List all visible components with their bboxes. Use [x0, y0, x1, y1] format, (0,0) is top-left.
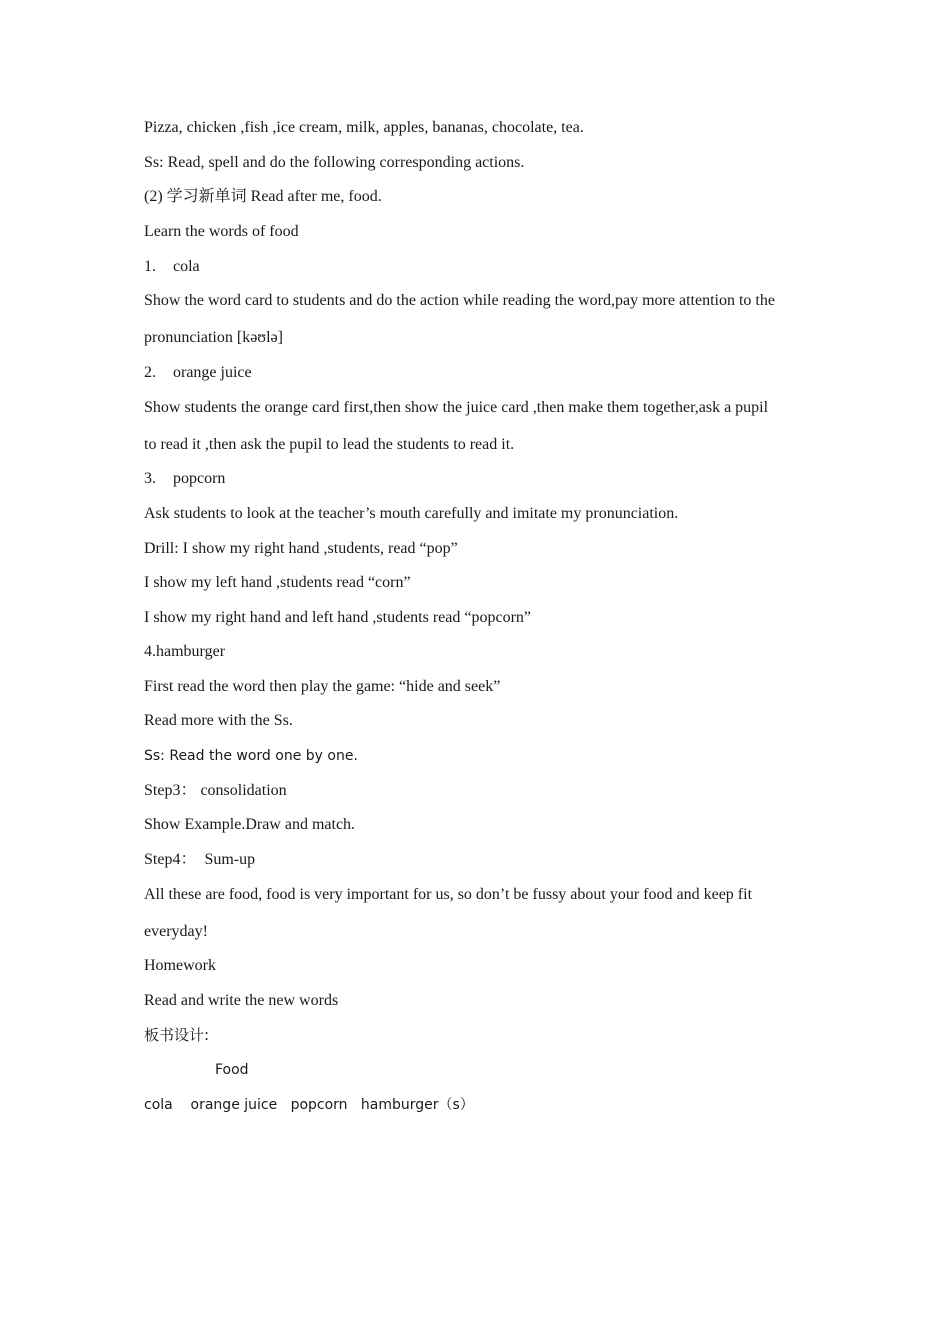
- step3-heading: [144, 781, 287, 801]
- word-item-cola: [144, 257, 200, 277]
- word-number: 2.: [144, 364, 156, 381]
- homework-heading: Homework: [144, 957, 216, 974]
- ss-instruction-line: Ss: Read, spell and do the following corresponding actions.: [144, 154, 525, 171]
- step-title: consolidation: [200, 782, 287, 799]
- word-item-orange-juice: [144, 363, 252, 383]
- homework-body: Read and write the new words: [144, 992, 339, 1009]
- learn-new-words-line: (2) 学习新单词 Read after me, food.: [144, 188, 382, 205]
- board-words: cola orange juice popcorn hamburger（s）: [144, 1097, 474, 1113]
- word-description-line: to read it ,then ask the pupil to lead the students to read it.: [144, 436, 515, 453]
- step4-body-line: everyday!: [144, 923, 208, 940]
- word-item-popcorn: [144, 469, 225, 489]
- step4-heading: [144, 850, 255, 870]
- word-description-line: Show the word card to students and do the action while reading the word,pay more attention to the: [144, 292, 775, 309]
- word-description-line: Show students the orange card first,then show the juice card ,then make them together,ask a pupil: [144, 399, 769, 416]
- step-label: Step4：: [144, 851, 197, 868]
- step-title: Sum-up: [204, 851, 256, 868]
- ss-read-line: Ss: Read the word one by one.: [144, 748, 358, 764]
- food-list-line: Pizza, chicken ,fish ,ice cream, milk, apples, bananas, chocolate, tea.: [144, 119, 584, 136]
- word-description-line: I show my left hand ,students read “corn”: [144, 574, 411, 591]
- step3-body: Show Example.Draw and match.: [144, 816, 356, 833]
- word-description-line: Drill: I show my right hand ,students, read “pop”: [144, 540, 458, 557]
- step4-body-line: All these are food, food is very important for us, so don’t be fussy about your food and keep fit: [144, 886, 753, 903]
- word-description-line: Read more with the Ss.: [144, 712, 293, 729]
- word-number: 3.: [144, 470, 156, 487]
- word-title: popcorn: [173, 470, 226, 487]
- word-number: 1.: [144, 258, 156, 275]
- word-description-line: First read the word then play the game: “hide and seek”: [144, 678, 501, 695]
- word-description-line: Ask students to look at the teacher’s mouth carefully and imitate my pronunciation.: [144, 505, 679, 522]
- board-title: Food: [215, 1062, 249, 1078]
- word-item-hamburger: 4.hamburger: [144, 643, 226, 660]
- word-description-line: I show my right hand and left hand ,students read “popcorn”: [144, 609, 532, 626]
- word-title: cola: [173, 258, 200, 275]
- word-description-line: pronunciation [kəʊlə]: [144, 329, 283, 346]
- board-design-heading: 板书设计:: [144, 1026, 210, 1044]
- word-title: orange juice: [173, 364, 252, 381]
- learn-words-heading: Learn the words of food: [144, 223, 299, 240]
- step-label: Step3：: [144, 782, 197, 799]
